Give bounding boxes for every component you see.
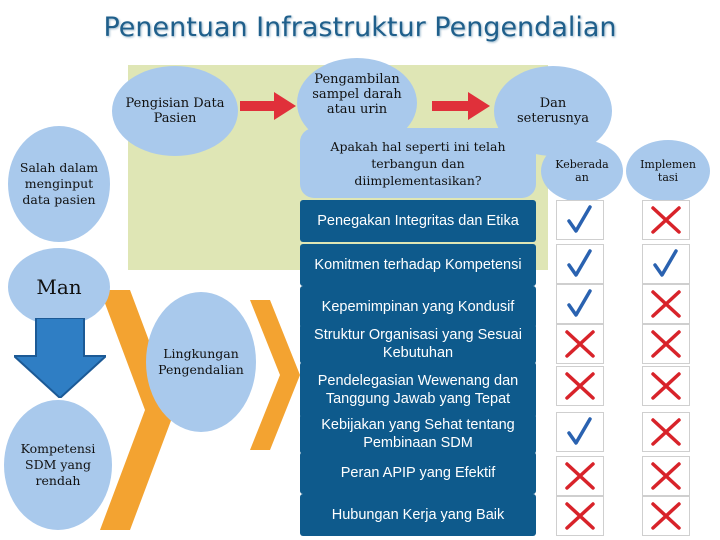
check-icon-keberadaan-2	[556, 244, 604, 284]
cross-icon-keberadaan-8	[556, 496, 604, 536]
question-box: Apakah hal seperti ini telah terbangun dan diimplementasikan?	[300, 128, 536, 198]
circle-dan-seterusnya: Dan seterusnya	[494, 66, 612, 156]
red-arrow-2	[432, 92, 490, 120]
cross-icon-implementasi-7	[642, 456, 690, 496]
row-label-3: Kepemimpinan yang Kondusif	[300, 286, 536, 328]
cross-icon-implementasi-1	[642, 200, 690, 240]
cross-icon-implementasi-4	[642, 324, 690, 364]
row-label-2: Komitmen terhadap Kompetensi	[300, 244, 536, 286]
circle-pengambilan: Pengambilan sampel darah atau urin	[297, 58, 417, 148]
circle-pengisian: Pengisian Data Pasien	[112, 66, 238, 156]
row-label-5: Pendelegasian Wewenang dan Tanggung Jawab yang Tepat	[300, 362, 536, 418]
cross-icon-implementasi-3	[642, 284, 690, 324]
circle-man: Man	[8, 248, 110, 326]
cross-icon-implementasi-5	[642, 366, 690, 406]
circle-salah: Salah dalam menginput data pasien	[8, 126, 110, 242]
row-label-1: Penegakan Integritas dan Etika	[300, 200, 536, 242]
col-header-keberadaan: Keberada an	[541, 140, 623, 202]
blue-down-arrow	[14, 318, 106, 398]
red-arrow-1	[240, 92, 296, 120]
cross-icon-keberadaan-5	[556, 366, 604, 406]
cross-icon-implementasi-8	[642, 496, 690, 536]
row-label-7: Peran APIP yang Efektif	[300, 452, 536, 494]
row-label-8: Hubungan Kerja yang Baik	[300, 494, 536, 536]
circle-lingkungan: Lingkungan Pengendalian	[146, 292, 256, 432]
row-label-4: Struktur Organisasi yang Sesuai Kebutuhan	[300, 324, 536, 364]
check-icon-keberadaan-3	[556, 284, 604, 324]
row-label-6: Kebijakan yang Sehat tentang Pembinaan SDM	[300, 414, 536, 454]
page-title: Penentuan Infrastruktur Pengendalian	[103, 12, 617, 43]
check-icon-keberadaan-6	[556, 412, 604, 452]
cross-icon-keberadaan-4	[556, 324, 604, 364]
check-icon-keberadaan-1	[556, 200, 604, 240]
cross-icon-keberadaan-7	[556, 456, 604, 496]
col-header-implementasi: Implemen tasi	[626, 140, 710, 202]
cross-icon-implementasi-6	[642, 412, 690, 452]
circle-kompetensi: Kompetensi SDM yang rendah	[4, 400, 112, 530]
check-icon-implementasi-2	[642, 244, 690, 284]
